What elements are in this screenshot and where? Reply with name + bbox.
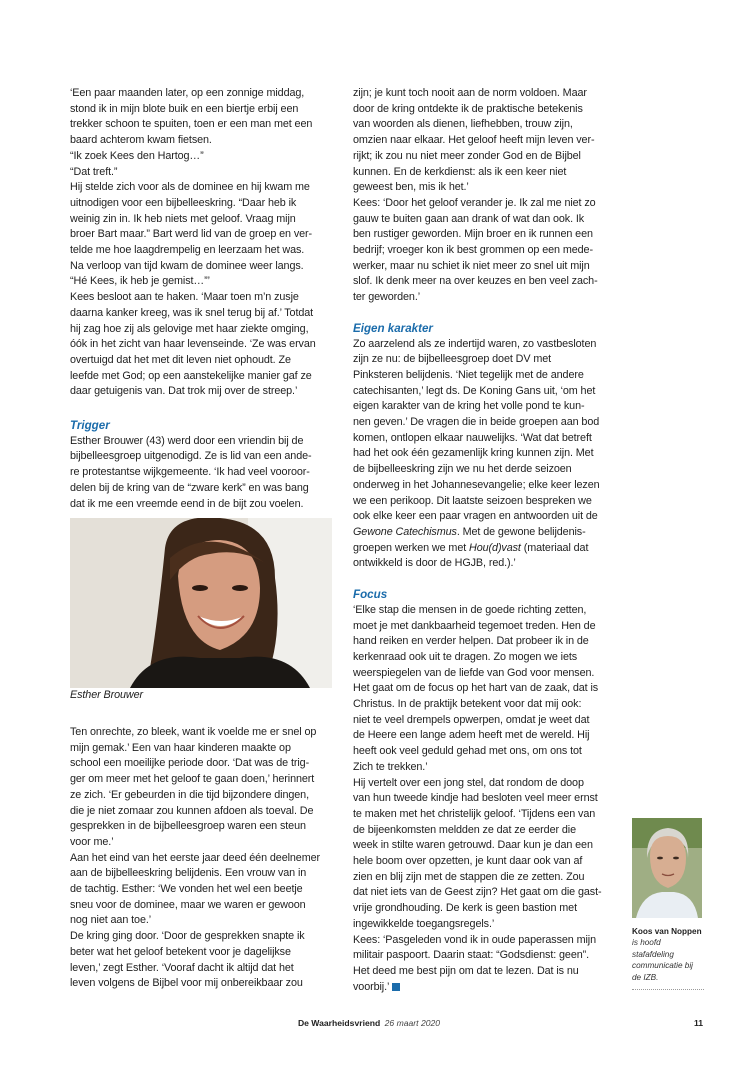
text-line: leven,’ zegt Esther. ‘Vooraf dacht ik altijd dat het — [70, 961, 294, 974]
text-line: weinig zin in. Ik heb niets met geloof. Vraag mijn — [70, 212, 296, 225]
section-heading-focus: Focus — [353, 588, 388, 602]
text-line: broer Bart maar.” Bart werd lid van de groep en ver- — [70, 228, 313, 241]
text-line: Christus. In de praktijk betekent voor dat mij ook: — [353, 698, 582, 711]
text-line: kerkenraad ook uit te dragen. Zo mogen we iets — [353, 650, 578, 663]
text-line: door de kring ontdekte ik de praktische betekenis — [353, 102, 583, 115]
author-divider — [632, 989, 704, 990]
after-photo-text — [70, 725, 332, 992]
text-line: ‘Elke stap die mensen in de goede richting zetten, — [353, 603, 587, 616]
text-line: week in stilte waren getrouwd. Daar kun je dan een — [353, 839, 593, 852]
text-line: aan de bijbelleeskring belijdenis. Een vrouw van in — [70, 867, 307, 880]
text-line: kunnen. En de kerkdienst: als ik een keer niet — [353, 165, 567, 178]
photo-esther-brouwer — [70, 518, 332, 688]
text-line: geweest ben, mis ik het.’ — [353, 181, 469, 194]
text-line: de tachtig. Esther: ‘We vonden het wel een beetje — [70, 883, 303, 896]
text-line: catechisanten,’ legt ds. De Koning Gans uit, ‘om het — [353, 384, 596, 397]
author-role-line: de IZB. — [632, 972, 659, 982]
text-fragment: groepen werken we met — [353, 541, 470, 554]
text-line: ze zich. ‘Er gebeurden in die tijd bijzondere dingen, — [70, 788, 309, 801]
text-line: trekker schoon te spuiten, toen er een man met een — [70, 118, 313, 131]
text-line: baard achterom kwam fietsen. — [70, 134, 212, 147]
text-line: bijbelleesgroep uitgenodigd. Ze is lid van een ande- — [70, 450, 312, 463]
text-line: de Heere een lange adem heeft met de wereld. Hij — [353, 729, 590, 742]
text-line: Hij stelde zich voor als de dominee en hij kwam me — [70, 181, 310, 194]
text-line: heeft ook veel geduld gehad met ons, om ons tot — [353, 745, 582, 758]
text-line: Kees: ‘Pasgeleden vond ik in oude paperassen mijn — [353, 933, 596, 946]
text-line: Het gaat om de focus op het hart van de zaak, dat is — [353, 682, 599, 695]
text-line: ‘Een paar maanden later, op een zonnige middag, — [70, 87, 305, 99]
text-line: werker, maar nu schiet ik niet meer zo snel uit mijn — [353, 259, 590, 272]
text-line: te maken met het christelijk geloof. ‘Tijdens een van — [353, 807, 596, 820]
text-line: uitnodigen voor een bijbelleeskring. “Daar heb ik — [70, 196, 297, 209]
text-line: eigen karakter van de kring het volle pond te kun- — [353, 400, 585, 413]
end-of-article-mark — [392, 983, 400, 991]
text-line: daarna kanker kreeg, was ik snel terug bij af.’ Totdat — [70, 306, 314, 319]
text-line: vrije grondhouding. De kerk is geen bastion met — [353, 902, 577, 915]
section-heading-eigen-karakter: Eigen karakter — [353, 321, 433, 335]
text-line: dat niet iets van de Geest zijn? Het gaat om die gast- — [353, 886, 602, 899]
text-line: bedrijf; vroeger kon ik best grommen op een mede- — [353, 244, 593, 257]
text-line: zijn; je kunt toch nooit aan de norm voldoen. Maar — [353, 87, 587, 99]
footer-publication-line — [0, 1018, 738, 1028]
text-line: Aan het eind van het eerste jaar deed één deelnemer — [70, 851, 321, 864]
text-line: dat ik me een vreemde eend in de bijt zou voelen. — [70, 497, 304, 510]
text-line: “Dat treft.” — [70, 165, 118, 178]
author-role-line: is hoofd stafafdeling — [632, 938, 674, 959]
text-line: zijn ze nu: de bijbelleesgroep doet DV met — [353, 353, 552, 366]
text-line: ontwikkeld is door de HGJB, red.).’ — [353, 557, 516, 570]
text-line: weerspiegelen van de liefde van God voor mensen. — [353, 666, 595, 679]
text-line: telde me hoe laagdrempelig en leerzaam het was. — [70, 244, 305, 257]
text-line: Kees: ‘Door het geloof verander je. Ik zal me niet zo — [353, 196, 596, 209]
author-name: Koos van Noppen — [632, 927, 702, 936]
focus-text — [353, 603, 615, 996]
text-line: ook elke keer een paar vragen en antwoorden uit de — [353, 510, 598, 523]
text-line: van woorden als dienen, liefhebben, trouw zijn, — [353, 118, 573, 131]
text-line: moet je met dankbaarheid tegemoet treden. Hen de — [353, 619, 596, 632]
text-line: “Ik zoek Kees den Hartog…” — [70, 149, 204, 162]
text-line: nog niet aan toe.’ — [70, 914, 152, 927]
book-title-gewone-catechismus: Gewone Catechismus — [353, 525, 457, 538]
text-line: school een moeilijke periode door. ‘Dat was de trig- — [70, 757, 310, 770]
photo-caption: Esther Brouwer — [70, 689, 144, 702]
text-line: hand reiken en verder helpen. Dat probeer ik in de — [353, 635, 589, 648]
text-line: rijkt; ik zou nu niet meer zonder God en de Bijbel — [353, 149, 581, 162]
author-portrait-illustration — [632, 818, 702, 918]
author-role-line: communicatie bij — [632, 961, 693, 970]
text-line: sneu voor de dominee, maar we waren er gewoon — [70, 898, 306, 911]
text-line: delen bij de kring van de “zware kerk” en was bang — [70, 481, 309, 494]
text-line: De kring ging door. ‘Door de gesprekken snapte ik — [70, 930, 305, 943]
eigen-karakter-text — [353, 337, 615, 573]
text-line: gesprekken in de bijbelleesgroep waren een steun — [70, 820, 306, 833]
text-fragment: (materiaal dat — [520, 541, 589, 554]
text-line: stond ik in mijn blote buik en een biertje erbij een — [70, 102, 299, 115]
text-line: ter geworden.’ — [353, 291, 421, 304]
publication-name: De Waarheidsvriend — [297, 1018, 381, 1028]
text-line: overtuigd dat het met dit leven niet ophoudt. Ze — [70, 353, 291, 366]
text-line: komen, ontlopen elkaar nauwelijks. ‘Wat dat betreft — [353, 431, 592, 444]
text-line: leefde met God; op een aanstekelijke manier gaf ze — [70, 369, 312, 382]
text-line: “Hé Kees, ik heb je gemist…”’ — [70, 275, 210, 288]
portrait-illustration — [70, 518, 332, 688]
book-title-houdvast: Hou(d)vast — [469, 541, 521, 554]
continuation-text — [353, 86, 615, 306]
text-line: Na verloop van tijd kwam de dominee weer langs. — [70, 259, 304, 272]
text-line: Het deed me best pijn om dat te lezen. Dat is nu — [353, 964, 579, 977]
text-fragment: voorbij.’ — [353, 980, 390, 993]
text-line: Pinksteren belijdenis. ‘Niet tegelijk met de andere — [353, 368, 584, 381]
text-line: nen geven.’ De vragen die in beide groepen aan bod — [353, 416, 600, 429]
text-fragment: . Met de gewone belijdenis- — [456, 525, 586, 538]
author-box — [632, 818, 704, 990]
text-line: hele boom over opzetten, je kunt daar ook van af — [353, 855, 583, 868]
text-line: ingewikkelde toegangsregels.’ — [353, 917, 495, 930]
publication-date: 26 maart 2020 — [384, 1018, 441, 1028]
intro-text — [70, 86, 332, 400]
text-line: beter wat het geloof betekent voor je dagelijkse — [70, 945, 291, 958]
text-line: ben rustiger geworden. Mijn broer en ik runnen een — [353, 228, 593, 241]
text-line: Zo aarzelend als ze indertijd waren, zo vastbesloten — [353, 337, 597, 350]
text-line: niet te veel drempels opwerpen, omdat je weet dat — [353, 713, 590, 726]
text-line: daar getuigenis van. Dat trok mij over de streep.’ — [70, 385, 298, 398]
text-line: voor me.’ — [70, 835, 114, 848]
text-line: mijn gemak.’ Een van haar kinderen maakte op — [70, 741, 291, 754]
text-line: gauw te buiten gaan aan drank of wat dan ook. Ik — [353, 212, 585, 225]
text-line: Zich te trekken.’ — [353, 760, 428, 773]
text-line: militair paspoort. Daarin staat: “Godsdienst: geen”. — [353, 949, 590, 962]
text-line: leven volgens de Bijbel voor mij onbereikbaar zou — [70, 977, 303, 990]
text-line: Kees besloot aan te haken. ‘Maar toen m’n zusje — [70, 291, 299, 304]
text-line — [353, 525, 615, 541]
page-number: 11 — [694, 1018, 704, 1028]
text-line: ger om meer met het geloof te gaan doen,’ herinnert — [70, 773, 315, 786]
text-line: Ten onrechte, zo bleek, want ik voelde me er snel op — [70, 725, 317, 738]
text-line: omzien naar elkaar. Het geloof heeft mijn leven ver- — [353, 134, 595, 147]
text-line: slof. Ik denk meer na over keuzes en ben veel zach- — [353, 275, 598, 288]
text-line: Hij vertelt over een jong stel, dat rondom de doop — [353, 776, 584, 789]
text-line: óók in het zicht van haar levenseinde. ‘Ze was ervan — [70, 338, 316, 351]
left-column — [70, 86, 332, 992]
section-heading-trigger: Trigger — [70, 419, 110, 433]
text-line: we een perikoop. Dit laatste seizoen bespreken we — [353, 494, 592, 507]
text-line — [353, 541, 615, 557]
trigger-text — [70, 434, 332, 513]
text-line: de bijeenkomsten meldden ze dat ze eerder die — [353, 823, 576, 836]
text-line: de bijbelleeskring zijn we nu het derde seizoen — [353, 463, 572, 476]
text-line: onderweg in het Johannesevangelie; elke keer lezen — [353, 478, 600, 491]
text-line: van hun tweede kindje had besloten veel meer ernst — [353, 792, 598, 805]
text-line: hij zag hoe zij als gelovige met haar ziekte omging, — [70, 322, 309, 335]
text-line — [353, 980, 615, 996]
middle-column — [353, 86, 615, 995]
text-line: die je niet zomaar zou kunnen afdoen als toeval. De — [70, 804, 314, 817]
text-line: Esther Brouwer (43) werd door een vriendin bij de — [70, 434, 304, 447]
author-photo — [632, 818, 702, 918]
text-line: re protestantse wijkgemeente. ‘Ik had veel vooroor- — [70, 466, 310, 479]
text-line: zien en blij zijn met de stappen die ze zetten. Zou — [353, 870, 585, 883]
text-line: had het ook één gezamenlijk kring kunnen zijn. Met — [353, 447, 594, 460]
